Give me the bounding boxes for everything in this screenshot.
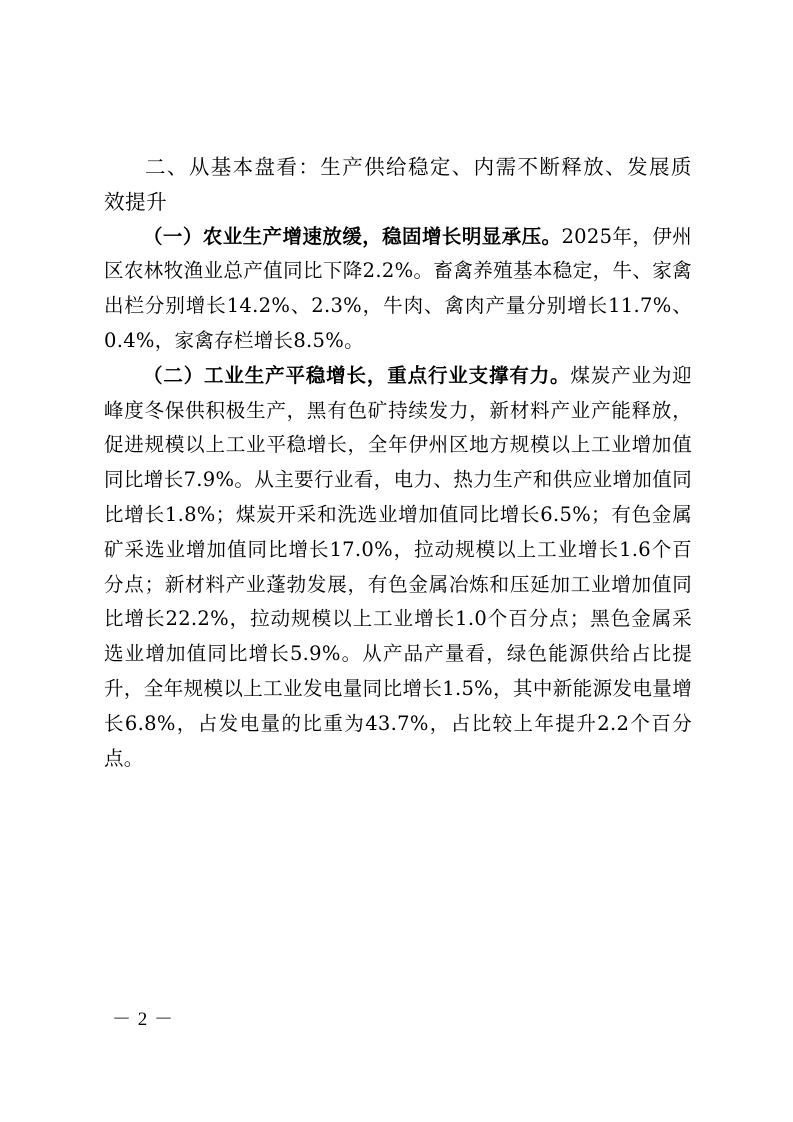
paragraph-lead-agriculture: （一）农业生产增速放缓，稳固增长明显承压。	[143, 224, 562, 248]
paragraph-industry	[104, 359, 692, 777]
paragraph-text-industry: 煤炭产业为迎峰度冬保供积极生产，黑有色矿持续发力，新材料产业产能释放，促进规模以上工业平稳增长，全年伊州区地方规模以上工业增加值同比增长7.9%。从主要行业看，电力、热力生产和供应业增加值同比增长1.8%；煤炭开采和洗选业增加值同比增长6.5%；有色金属矿采选业增加值同比增长17.0%，拉动规模以上工业增长1.6个百分点；新材料产业蓬勃发展，有色金属冶炼和压延加工业增加值同比增长22.2%，拉动规模以上工业增长1.0个百分点；黑色金属采选业增加值同比增长5.9%。从产品产量看，绿色能源供给占比提升，全年规模以上工业发电量同比增长1.5%，其中新能源发电量增长6.8%，占发电量的比重为43.7%，占比较上年提升2.2个百分点。	[104, 363, 692, 770]
section-heading: 二、从基本盘看：生产供给稳定、内需不断释放、发展质效提升	[104, 155, 692, 214]
page-number: － 2 －	[112, 1009, 175, 1030]
paragraph-text-agriculture: 2025年，伊州区农林牧渔业总产值同比下降2.2%。畜禽养殖基本稳定，牛、家禽出栏分别增长14.2%、2.3%，牛肉、禽肉产量分别增长11.7%、0.4%，家禽存栏增长8.5%。	[104, 224, 692, 352]
paragraph-lead-industry: （二）工业生产平稳增长，重点行业支撑有力。	[143, 363, 571, 387]
document-body	[104, 150, 692, 776]
paragraph-agriculture	[104, 220, 692, 359]
